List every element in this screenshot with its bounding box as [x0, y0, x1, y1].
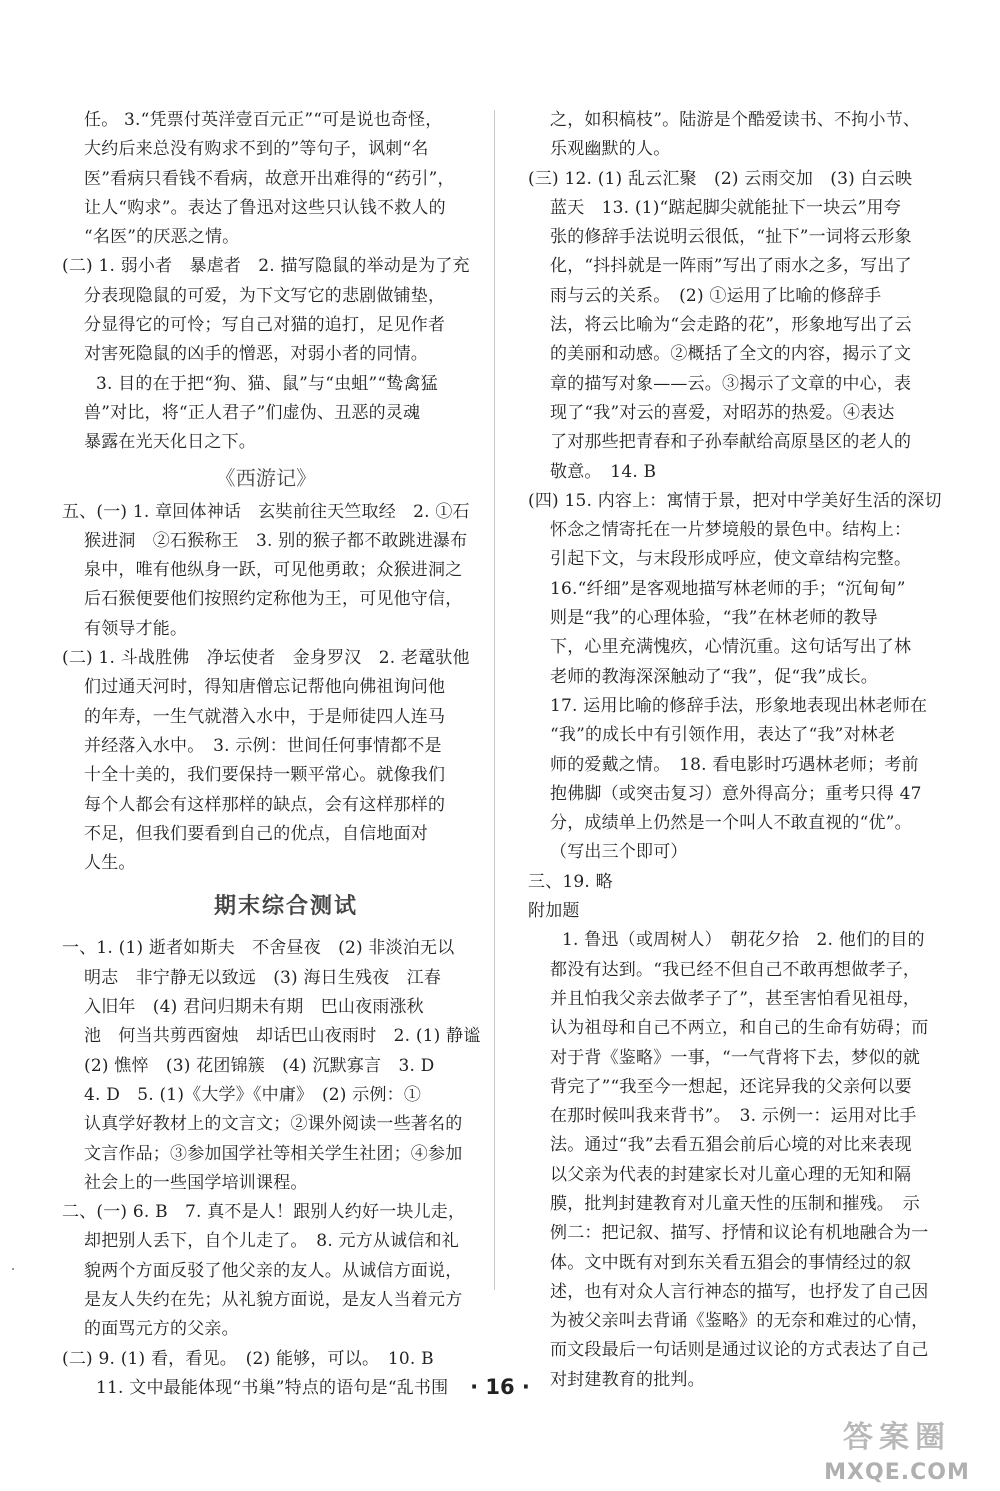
answer-line: 之，如积槁枝”。陆游是个酷爱读书、不拘小节、	[550, 110, 921, 130]
answer-line: 怀念之情寄托在一片梦境般的景色中。结构上：	[550, 520, 912, 541]
answer-line: 的年寿，一生气就潜入水中，于是师徒四人连马	[84, 706, 446, 727]
answer-line: 化，“抖抖就是一阵雨”写出了雨水之多，写出了	[550, 256, 912, 277]
answer-line: 了对那些把青春和子孙奉献给高原垦区的老人的	[550, 432, 912, 453]
answer-line: 的面骂元方的父亲。	[84, 1319, 239, 1340]
answer-line: (二) 9. (1) 看，看见。 (2) 能够，可以。 10. B	[62, 1348, 434, 1369]
answer-line: 述，也有对众人言行神态的描写，也抒发了自己因	[550, 1281, 929, 1302]
answer-line: 章的描写对象——云。③揭示了文章的中心，表	[550, 373, 912, 394]
answer-line: 明志 非宁静无以致远 (3) 海日生残夜 江春	[84, 967, 442, 988]
answer-line: 人生。	[84, 853, 136, 874]
answer-line: 后石猴便要他们按照约定称他为王，可见他守信，	[84, 589, 463, 610]
answer-line: 17. 运用比喻的修辞手法，形象地表现出林老师在	[550, 695, 928, 716]
answer-line: 三、19. 略	[528, 871, 613, 892]
answer-line: 4. D 5. (1)《大学》《中庸》 (2) 示例：①	[84, 1084, 422, 1105]
answer-line: 貌两个方面反驳了他父亲的友人。从诚信方面说，	[84, 1260, 463, 1281]
answer-line: (三) 12. (1) 乱云汇聚 (2) 云雨交加 (3) 白云映	[528, 168, 913, 189]
answer-line: 医”看病只看钱不看病，故意开出难得的“药引”，	[84, 168, 455, 189]
answer-line: 分显得它的可怜；写自己对猫的追打，足见作者	[84, 315, 446, 336]
answer-line: 3. 目的在于把“狗、猫、鼠”与“虫蛆”“鸷禽猛	[96, 373, 438, 394]
right-column	[528, 106, 942, 1395]
answer-line: 二、(一) 6. B 7. 真不是人！跟别人约好一块儿走，	[62, 1202, 466, 1223]
answer-line: 暴露在光天化日之下。	[84, 432, 256, 453]
answer-line: 每个人都会有这样那样的缺点，会有这样那样的	[84, 794, 446, 815]
answer-line: 膜，批判封建教育对儿童天性的压制和摧残。 示	[550, 1193, 920, 1214]
answer-line: “名医”的厌恶之情。	[84, 227, 240, 248]
answer-line: 一、1. (1) 逝者如斯夫 不舍昼夜 (2) 非淡泊无以	[62, 938, 455, 959]
scan-speck	[12, 1268, 14, 1270]
answer-line: 敬意。 14. B	[550, 461, 657, 482]
column-divider	[494, 110, 495, 1290]
answer-line: 任。 3.“凭票付英洋壹百元正”“可是说也奇怪，	[84, 110, 443, 130]
answer-line: 蓝天 13. (1)“踮起脚尖就能扯下一块云”用夸	[550, 197, 901, 218]
answer-line: 大约后来总没有购求不到的”等句子，讽刺“名	[84, 139, 429, 160]
answer-line: 并且怕我父亲去做孝子了”，甚至害怕看见祖母，	[550, 988, 921, 1009]
answer-line: 池 何当共剪西窗烛 却话巴山夜雨时 2. (1) 静谧	[84, 1026, 481, 1047]
answer-line: 猴进洞 ②石猴称王 3. 别的猴子都不敢跳进瀑布	[84, 530, 468, 551]
section-heading: 《西游记》	[215, 465, 317, 490]
answer-line: 分表现隐鼠的可爱，为下文写它的悲剧做铺垫，	[84, 285, 446, 306]
answer-line: 则是“我”的心理体验，“我”在林老师的教导	[550, 608, 878, 629]
answer-line: 让人“购求”。表达了鲁迅对这些只认钱不救人的	[84, 197, 446, 218]
answer-line: 16.“纤细”是客观地描写林老师的手；“沉甸甸”	[550, 578, 906, 599]
answer-line: (2) 憔悴 (3) 花团锦簇 (4) 沉默寡言 3. D	[84, 1055, 435, 1076]
answer-line: 不足，但我们要看到自己的优点，自信地面对	[84, 823, 428, 844]
answer-line: “我”的成长中有引领作用，表达了“我”对林老	[550, 725, 896, 746]
answer-line: 兽”对比，将“正人君子”们虚伪、丑恶的灵魂	[84, 402, 421, 423]
left-column	[62, 106, 481, 1403]
answer-line: 在那时候叫我来背书”。 3. 示例一：运用对比手	[550, 1106, 917, 1127]
answer-line: 分，成绩单上仍然是一个叫人不敢直视的“优”。	[550, 813, 912, 834]
answer-line: 为被父亲叫去背诵《鉴略》的无奈和难过的心情，	[550, 1311, 929, 1332]
answer-line: 而文段最后一句话则是通过议论的方式表达了自己	[550, 1340, 929, 1361]
answer-line: 却把别人丢下，自个儿走了。 8. 元方从诚信和礼	[84, 1231, 459, 1252]
answer-line: 引起下文，与末段形成呼应，使文章结构完整。	[550, 549, 912, 570]
answer-line: 的美丽和动感。②概括了全文的内容，揭示了文	[550, 344, 912, 365]
answer-line: 张的修辞手法说明云很低，“扯下”一词将云形象	[550, 227, 912, 248]
page-number: · 16 ·	[470, 1375, 530, 1399]
section-heading: 期末综合测试	[213, 894, 358, 920]
answer-line: 体。文中既有对到东关看五猖会的事情经过的叙	[550, 1252, 912, 1273]
answer-line: (二) 1. 弱小者 暴虐者 2. 描写隐鼠的举动是为了充	[62, 256, 470, 277]
answer-line: 对害死隐鼠的凶手的憎恶，对弱小者的同情。	[84, 344, 428, 365]
answer-line: 并经落入水中。 3. 示例：世间任何事情都不是	[84, 735, 442, 756]
answer-line: 入旧年 (4) 君问归期未有期 巴山夜雨涨秋	[84, 997, 424, 1018]
answer-line: 以父亲为代表的封建家长对儿童心理的无知和隔	[550, 1164, 912, 1185]
answer-line: 们过通天河时，得知唐僧忘记帮他向佛祖询问他	[84, 677, 446, 698]
answer-line: 都没有达到。“我已经不但自己不敢再想做孝子，	[550, 959, 921, 980]
answer-line: （写出三个即可）	[550, 842, 688, 863]
answer-line: 对于背《鉴略》一事，“一气背将下去，梦似的就	[550, 1047, 921, 1068]
answer-line: 11. 文中最能体现“书巢”特点的语句是“乱书围	[96, 1377, 449, 1398]
answer-line: 1. 鲁迅（或周树人） 朝花夕拾 2. 他们的目的	[562, 930, 925, 951]
watermark-seal: 答案圈	[843, 1420, 951, 1455]
watermark-text: MXQE.COM	[824, 1460, 970, 1485]
answer-line: 下，心里充满愧疚，心情沉重。这句话写出了林	[550, 637, 912, 658]
answer-line: 有领导才能。	[84, 618, 188, 639]
answer-line: 现了“我”对云的喜爱，对昭苏的热爱。④表达	[550, 402, 895, 423]
answer-line: 泉中，唯有他纵身一跃，可见他勇敢；众猴进洞之	[84, 560, 463, 581]
answer-line: 十全十美的，我们要保持一颗平常心。就像我们	[84, 765, 446, 786]
answer-line: 附加题	[528, 901, 580, 922]
answer-line: 乐观幽默的人。	[550, 139, 671, 160]
answer-line: 五、(一) 1. 章回体神话 玄奘前往天竺取经 2. ①石	[62, 501, 470, 522]
answer-line: 认为祖母和自己不两立，和自己的生命有妨碍；而	[550, 1018, 929, 1039]
answer-line: 是友人失约在先；从礼貌方面说，是友人当着元方	[84, 1289, 463, 1310]
answer-line: 认真学好教材上的文言文；②课外阅读一些著名的	[84, 1114, 463, 1135]
answer-line: 文言作品；③参加国学社等相关学生社团；④参加	[84, 1143, 463, 1164]
watermark-logo	[808, 1418, 986, 1484]
answer-line: 抱佛脚（或突击复习）意外得高分；重考只得 47	[550, 783, 922, 804]
answer-line: 法。通过“我”去看五猖会前后心境的对比来表现	[550, 1135, 912, 1156]
answer-line: (二) 1. 斗战胜佛 净坛使者 金身罗汉 2. 老鼋驮他	[62, 648, 470, 669]
answer-line: (四) 15. 内容上：寓情于景，把对中学美好生活的深切	[528, 490, 942, 511]
answer-line: 背完了”“我至今一想起，还诧异我的父亲何以要	[550, 1076, 912, 1097]
answer-line: 法，将云比喻为“会走路的花”，形象地写出了云	[550, 315, 912, 336]
answer-line: 雨与云的关系。 (2) ①运用了比喻的修辞手	[550, 285, 882, 306]
answer-line: 社会上的一些国学培训课程。	[84, 1172, 308, 1193]
answer-line: 例二：把记叙、描写、抒情和议论有机地融合为一	[550, 1223, 929, 1244]
answer-line: 老师的教海深深触动了“我”，促“我”成长。	[550, 666, 878, 687]
answer-line: 师的爱戴之情。 18. 看电影时巧遇林老师；考前	[550, 754, 919, 775]
answer-line: 对封建教育的批判。	[550, 1369, 705, 1390]
